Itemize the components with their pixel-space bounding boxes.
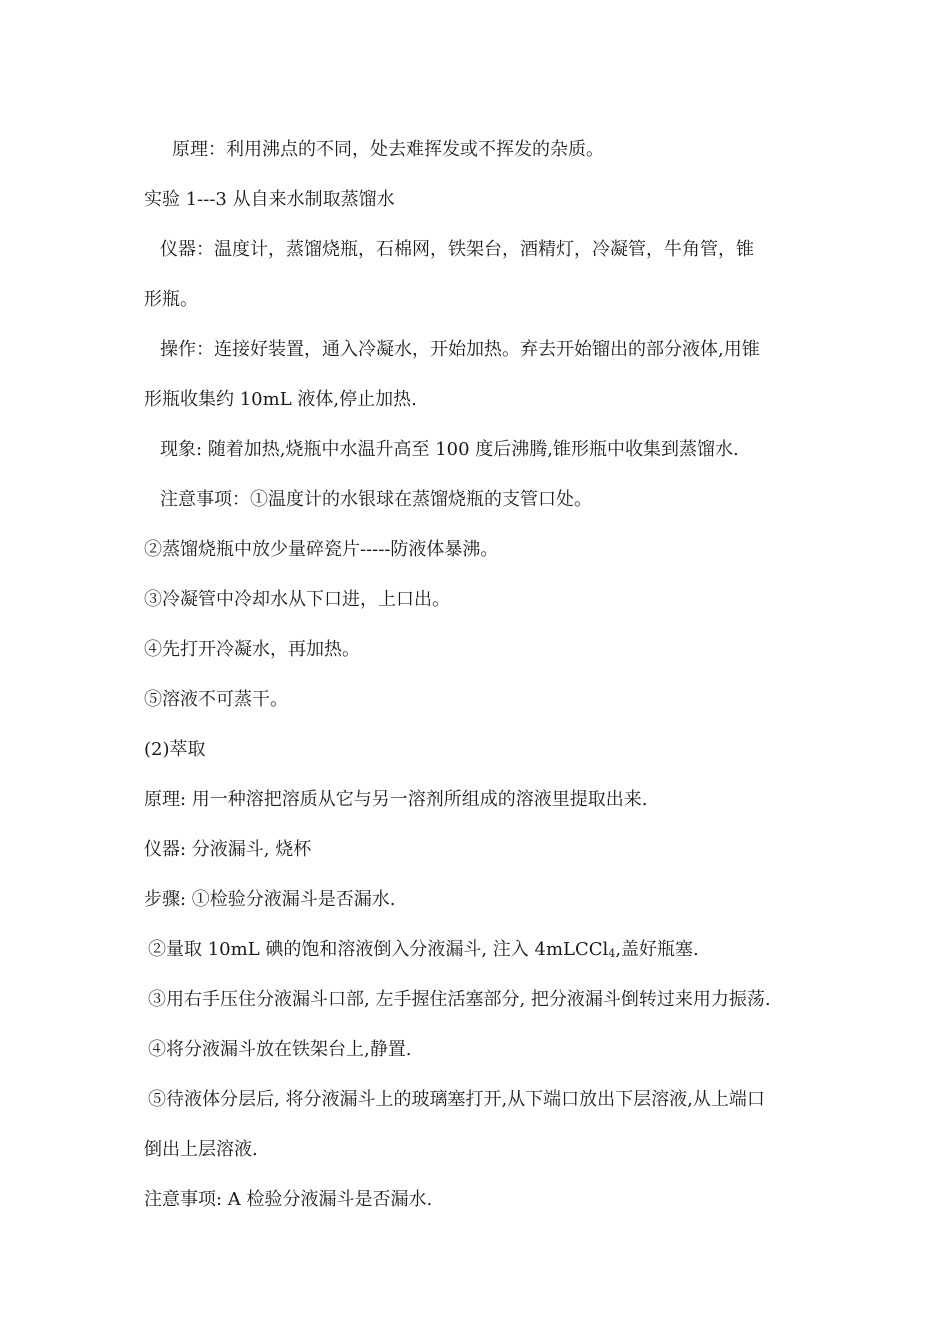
notes-line-4: ④先打开冷凝水，再加热。 [144, 639, 360, 660]
step-2-text-a: ②量取 10mL 碘的饱和溶液倒入分液漏斗, 注入 4mLCCl [148, 939, 609, 960]
instruments-line-1: 仪器：温度计，蒸馏烧瓶，石棉网，铁架台，酒精灯，冷凝管，牛角管，锥 [160, 239, 754, 260]
phenomenon-line: 现象: 随着加热,烧瓶中水温升高至 100 度后沸腾,锥形瓶中收集到蒸馏水. [160, 439, 739, 460]
step-2-subscript: 4 [608, 947, 616, 960]
notes-line-5: ⑤溶液不可蒸干。 [144, 689, 288, 710]
section-extraction-heading: (2)萃取 [144, 739, 206, 760]
extraction-step-4: ④将分液漏斗放在铁架台上,静置. [148, 1039, 412, 1060]
notes-line-3: ③冷凝管中冷却水从下口进，上口出。 [144, 589, 450, 610]
extraction-notes: 注意事项: A 检验分液漏斗是否漏水. [144, 1189, 433, 1210]
extraction-step-1: 步骤: ①检验分液漏斗是否漏水. [144, 889, 396, 910]
extraction-principle: 原理: 用一种溶把溶质从它与另一溶剂所组成的溶液里提取出来. [144, 789, 648, 810]
operation-line-2: 形瓶收集约 10mL 液体,停止加热. [144, 389, 417, 410]
step-2-text-b: ,盖好瓶塞. [615, 939, 699, 960]
extraction-step-3: ③用右手压住分液漏斗口部, 左手握住活塞部分, 把分液漏斗倒转过来用力振荡. [148, 989, 771, 1010]
notes-line-1: 注意事项：①温度计的水银球在蒸馏烧瓶的支管口处。 [160, 489, 592, 510]
notes-line-2: ②蒸馏烧瓶中放少量碎瓷片-----防液体暴沸。 [144, 539, 499, 560]
instruments-line-2: 形瓶。 [144, 289, 198, 310]
extraction-step-5-line-1: ⑤待液体分层后, 将分液漏斗上的玻璃塞打开,从下端口放出下层溶液,从上端口 [148, 1089, 765, 1110]
extraction-step-5-line-2: 倒出上层溶液. [144, 1139, 258, 1160]
principle-distillation: 原理：利用沸点的不同，处去难挥发或不挥发的杂质。 [172, 139, 604, 160]
experiment-title: 实验 1---3 从自来水制取蒸馏水 [144, 189, 395, 210]
extraction-instruments: 仪器: 分液漏斗, 烧杯 [144, 839, 312, 860]
operation-line-1: 操作：连接好装置，通入冷凝水，开始加热。弃去开始镏出的部分液体,用锥 [160, 339, 760, 360]
extraction-step-2 [148, 937, 828, 963]
